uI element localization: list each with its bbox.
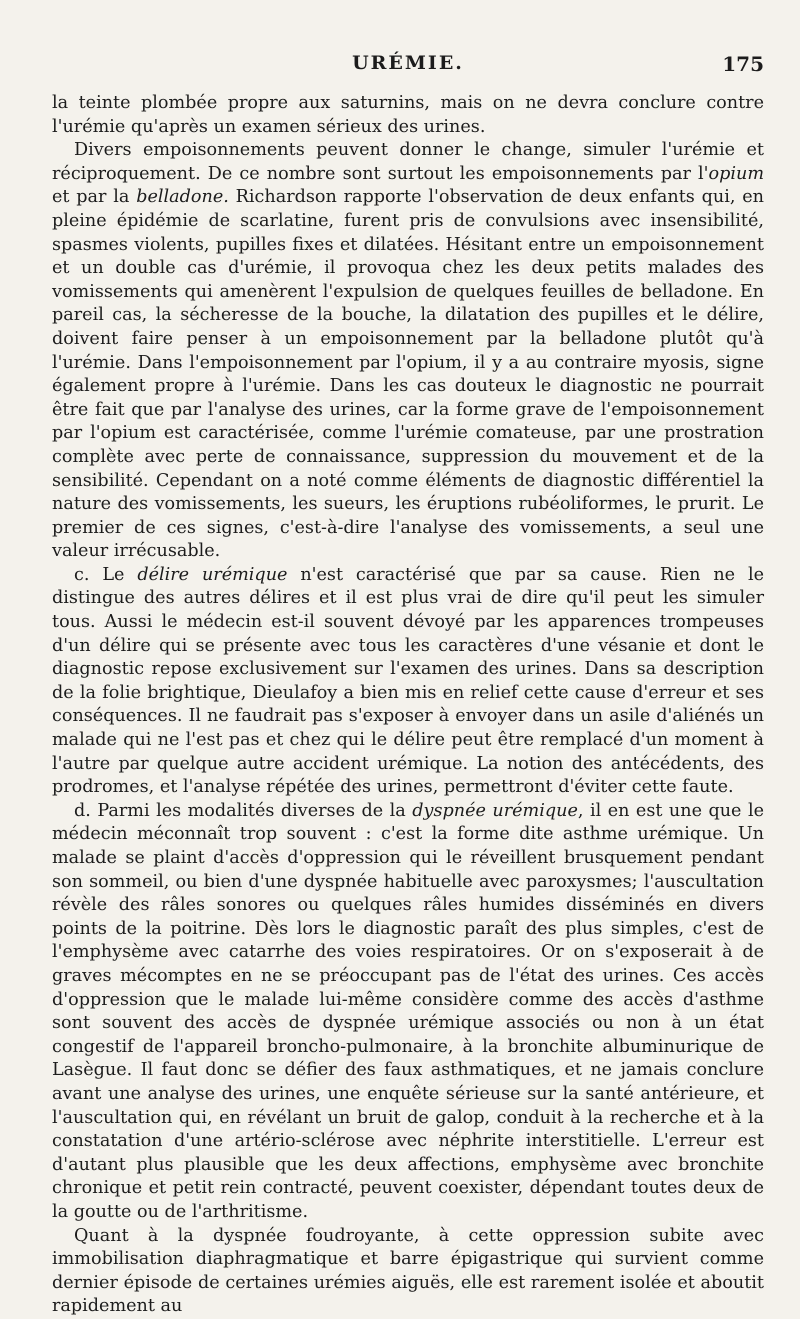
running-title: URÉMIE. [352, 52, 464, 74]
body-text [52, 92, 764, 1319]
paragraph-4 [52, 800, 764, 1225]
page-number: 175 [722, 52, 764, 76]
paragraph-1: la teinte plombée propre aux saturnins, mais on ne devra conclure contre l'urémie qu'après un examen sérieux des urines. [52, 93, 764, 137]
page-header [52, 52, 764, 92]
paragraph-2-text-b: et par la [52, 187, 137, 208]
paragraph-3-text-a: c. Le [74, 564, 138, 585]
paragraph-4-text-b: , il en est une que le médecin méconnaît trop souvent : c'est la forme dite asthme urémique. Un malade se plaint d'accès d'oppression qui le réveillent brusquement pendant son sommeil, ou bien d'une dyspnée habituelle avec paroxysmes; l'auscultation révèle des râles sonores ou quelques râles humides disséminés en divers points de la poitrine. Dès lors le diagnostic paraît des plus simples, c'est de l'emphysème avec catarrhe des voies respiratoires. Or on s'exposerait à de graves mécomptes en ne se préoccupant pas de l'état des urines. Ces accès d'oppression que le malade lui-même considère comme des accès d'asthme sont souvent des accès de dyspnée urémique associés ou non à un état congestif de l'appareil broncho-pulmonaire, à la bronchite albuminurique de Lasègue. Il faut donc se défier des faux asthmatiques, et ne jamais conclure avant une analyse des urines, une enquête sérieuse sur la santé antérieure, et l'auscultation qui, en révélant un bruit de galop, conduit à la recherche et à la constatation d'une artério-sclérose avec néphrite interstitielle. L'erreur est d'autant plus plausible que les deux affections, emphysème avec bronchite chronique et petit rein contracté, peuvent coexister, dépendant toutes deux de la goutte ou de l'arthritisme. [52, 800, 764, 1222]
paragraph-4-italic-dyspnee: dyspnée urémique [412, 800, 578, 821]
paragraph-5: Quant à la dyspnée foudroyante, à cette oppression subite avec immobilisation diaphragmatique et barre épigastrique qui survient comme dernier épisode de certaines urémies aiguës, elle est rarement isolée et aboutit rapidement au [52, 1225, 764, 1317]
paragraph-2-text-a: Divers empoisonnements peuvent donner le change, simuler l'urémie et réciproquement. De ce nombre sont surtout les empoisonnements par l' [52, 140, 764, 184]
paragraph-2-text-c: Richardson rapporte l'observation de deux enfants qui, en pleine épidémie de scarlatine, furent pris de convulsions avec insensibilité, spasmes violents, pupilles fixes et dilatées. Hésitant entre un empoisonnement et un double cas d'urémie, il provoqua chez les deux petits malades des vomissements qui amenèrent l'expulsion de quelques feuilles de belladone. En pareil cas, la sécheresse de la bouche, la dilatation des pupilles et le délire, doivent faire penser à un empoisonnement par la belladone plutôt qu'à l'urémie. Dans l'empoisonnement par l'opium, il y a au contraire myosis, signe également propre à l'urémie. Dans les cas douteux le diagnostic ne pourrait être fait que par l'analyse des urines, car la forme grave de l'empoisonnement par l'opium est caractérisée, comme l'urémie comateuse, par une prostration complète avec perte de connaissance, suppression du mouvement et de la sensibilité. Cependant on a noté comme éléments de diagnostic différentiel la nature des vomissements, les sueurs, les éruptions rubéoliformes, le prurit. Le premier de ces signes, c'est-à-dire l'analyse des vomissements, a seul une valeur irrécusable. [52, 187, 764, 562]
paragraph-3-text-b: n'est caractérisé que par sa cause. Rien ne le distingue des autres délires et il est plus vrai de dire qu'il peut les simuler tous. Aussi le médecin est-il souvent dévoyé par les apparences trompeuses d'un délire qui se présente avec tous les caractères d'une vésanie et dont le diagnostic repose exclusivement sur l'examen des urines. Dans sa description de la folie brightique, Dieulafoy a bien mis en relief cette cause d'erreur et ses conséquences. Il ne faudrait pas s'exposer à envoyer dans un asile d'aliénés un malade qui ne l'est pas et chez qui le délire peut être remplacé d'un moment à l'autre par quelque autre accident urémique. La notion des antécédents, des prodromes, et l'analyse répétée des urines, permettront d'éviter cette faute. [52, 564, 765, 798]
paragraph-4-text-a: d. Parmi les modalités diverses de la [74, 800, 413, 821]
paragraph-2-italic-opium: opium [708, 163, 764, 184]
paragraph-2-italic-belladone: belladone. [136, 187, 229, 208]
paragraph-2 [52, 139, 764, 564]
paragraph-3-italic-delire: délire urémique [137, 564, 288, 585]
paragraph-3 [52, 564, 764, 800]
